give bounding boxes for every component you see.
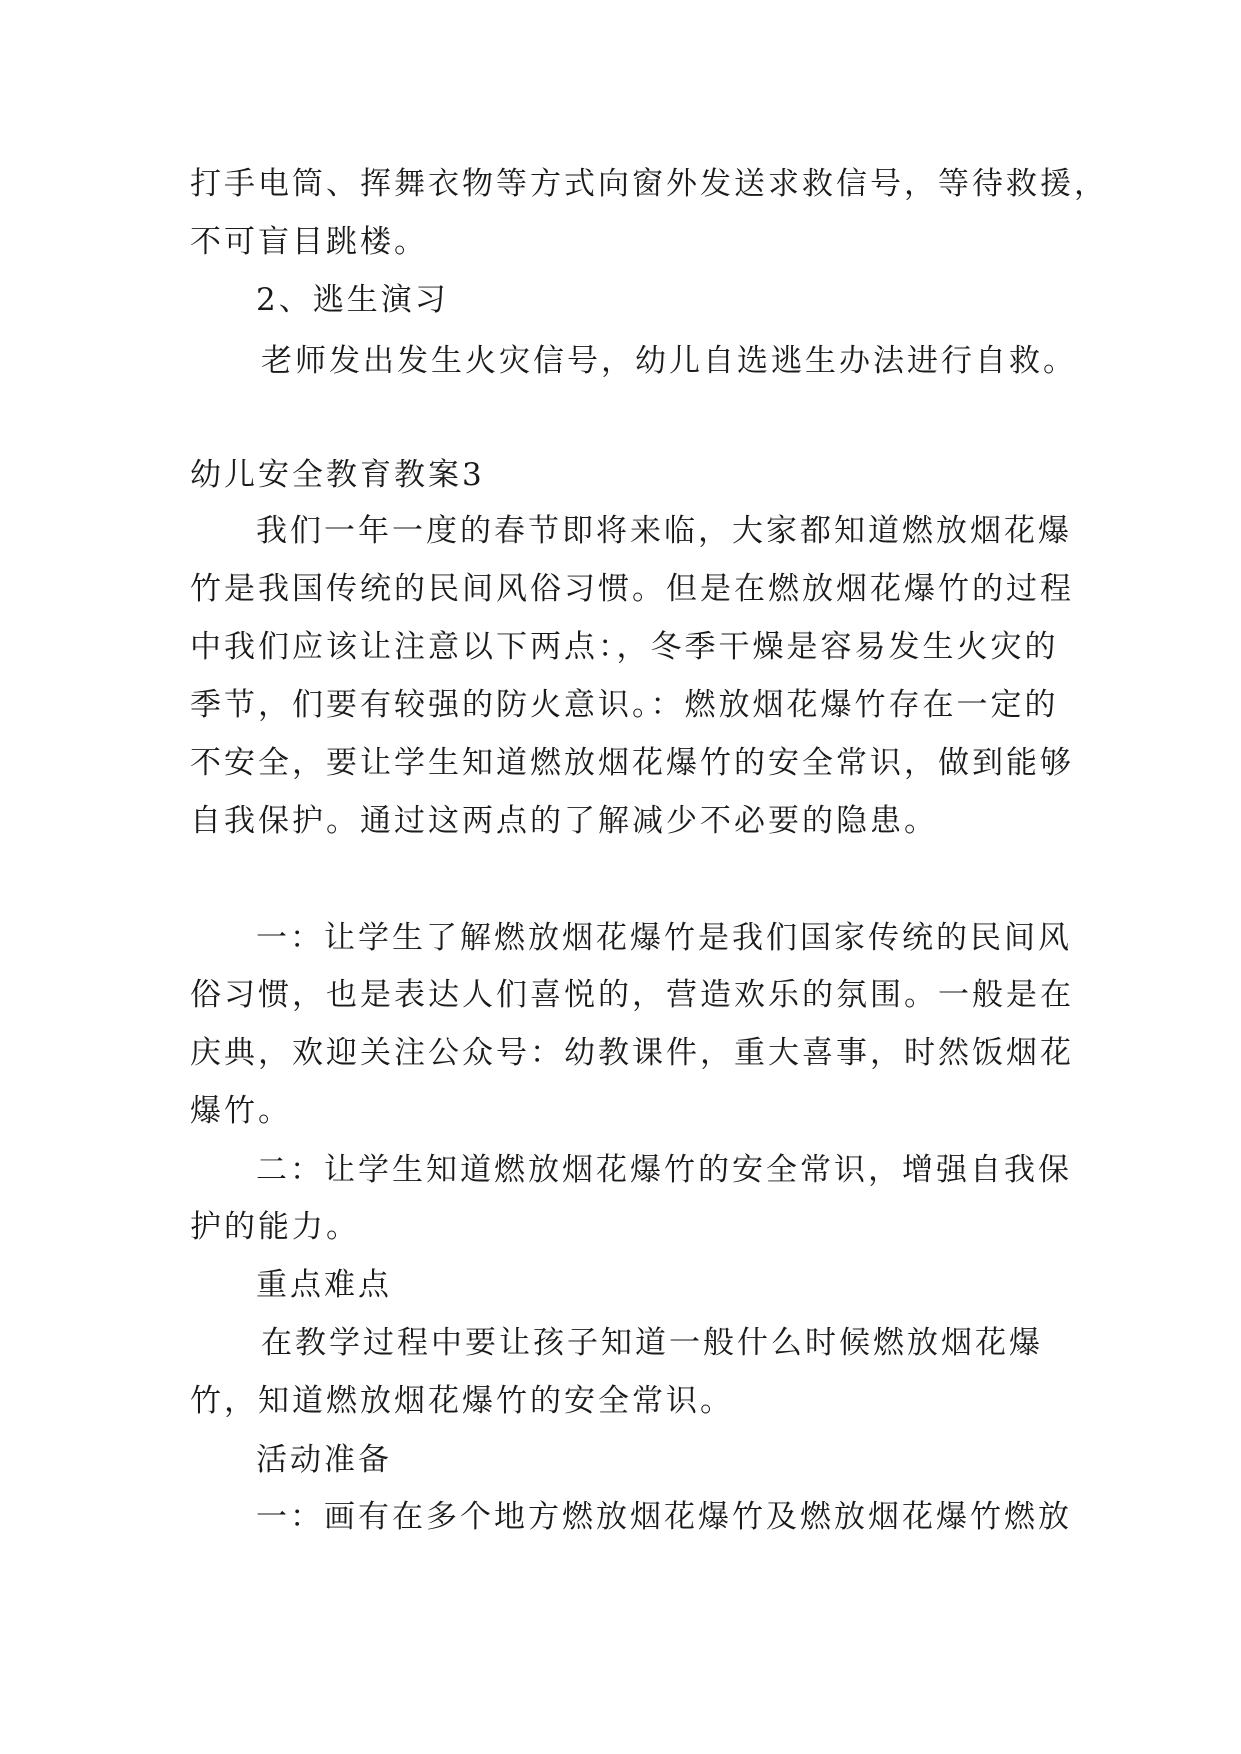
body-text-line: 二：让学生知道燃放烟花爆竹的安全常识，增强自我保: [256, 1152, 1072, 1188]
body-text-line: 竹是我国传统的民间风俗习惯。但是在燃放烟花爆竹的过程: [190, 571, 1074, 607]
body-text-line: 在教学过程中要让孩子知道一般什么时候燃放烟花爆: [261, 1325, 1043, 1361]
body-text-line: 我们一年一度的春节即将来临，大家都知道燃放烟花爆: [256, 513, 1072, 549]
body-text-line: 庆典，欢迎关注公众号：幼教课件，重大喜事，时然饭烟花: [190, 1035, 1074, 1071]
body-text-line: 不安全，要让学生知道燃放烟花爆竹的安全常识，做到能够: [190, 745, 1074, 781]
body-text-line: 老师发出发生火灾信号，幼儿自选逃生办法进行自救。: [261, 343, 1077, 379]
body-text-line: 季节，们要有较强的防火意识。：燃放烟花爆竹存在一定的: [190, 687, 1059, 723]
body-text-line: 不可盲目跳楼。: [190, 224, 428, 260]
body-text-line: 自我保护。通过这两点的了解减少不必要的隐患。: [190, 803, 938, 839]
section-heading: 重点难点: [256, 1267, 392, 1303]
body-text-line: 打手电筒、挥舞衣物等方式向窗外发送求救信号，等待救援，: [190, 166, 1108, 202]
body-text-line: 中我们应该让注意以下两点：，冬季干燥是容易发生火灾的: [190, 629, 1059, 665]
body-text-line: 护的能力。: [190, 1209, 360, 1245]
section-heading: 2、逃生演习: [256, 282, 449, 318]
body-text-line: 竹，知道燃放烟花爆竹的安全常识。: [190, 1383, 734, 1419]
body-text-line: 爆竹。: [190, 1093, 292, 1129]
body-text-line: 一：让学生了解燃放烟花爆竹是我们国家传统的民间风: [256, 920, 1072, 956]
lesson-title: 幼儿安全教育教案3: [190, 457, 485, 493]
body-text-line: 俗习惯，也是表达人们喜悦的，营造欢乐的氛围。一般是在: [190, 977, 1074, 1013]
section-heading: 活动准备: [256, 1442, 392, 1478]
body-text-line: 一：画有在多个地方燃放烟花爆竹及燃放烟花爆竹燃放: [256, 1499, 1072, 1535]
